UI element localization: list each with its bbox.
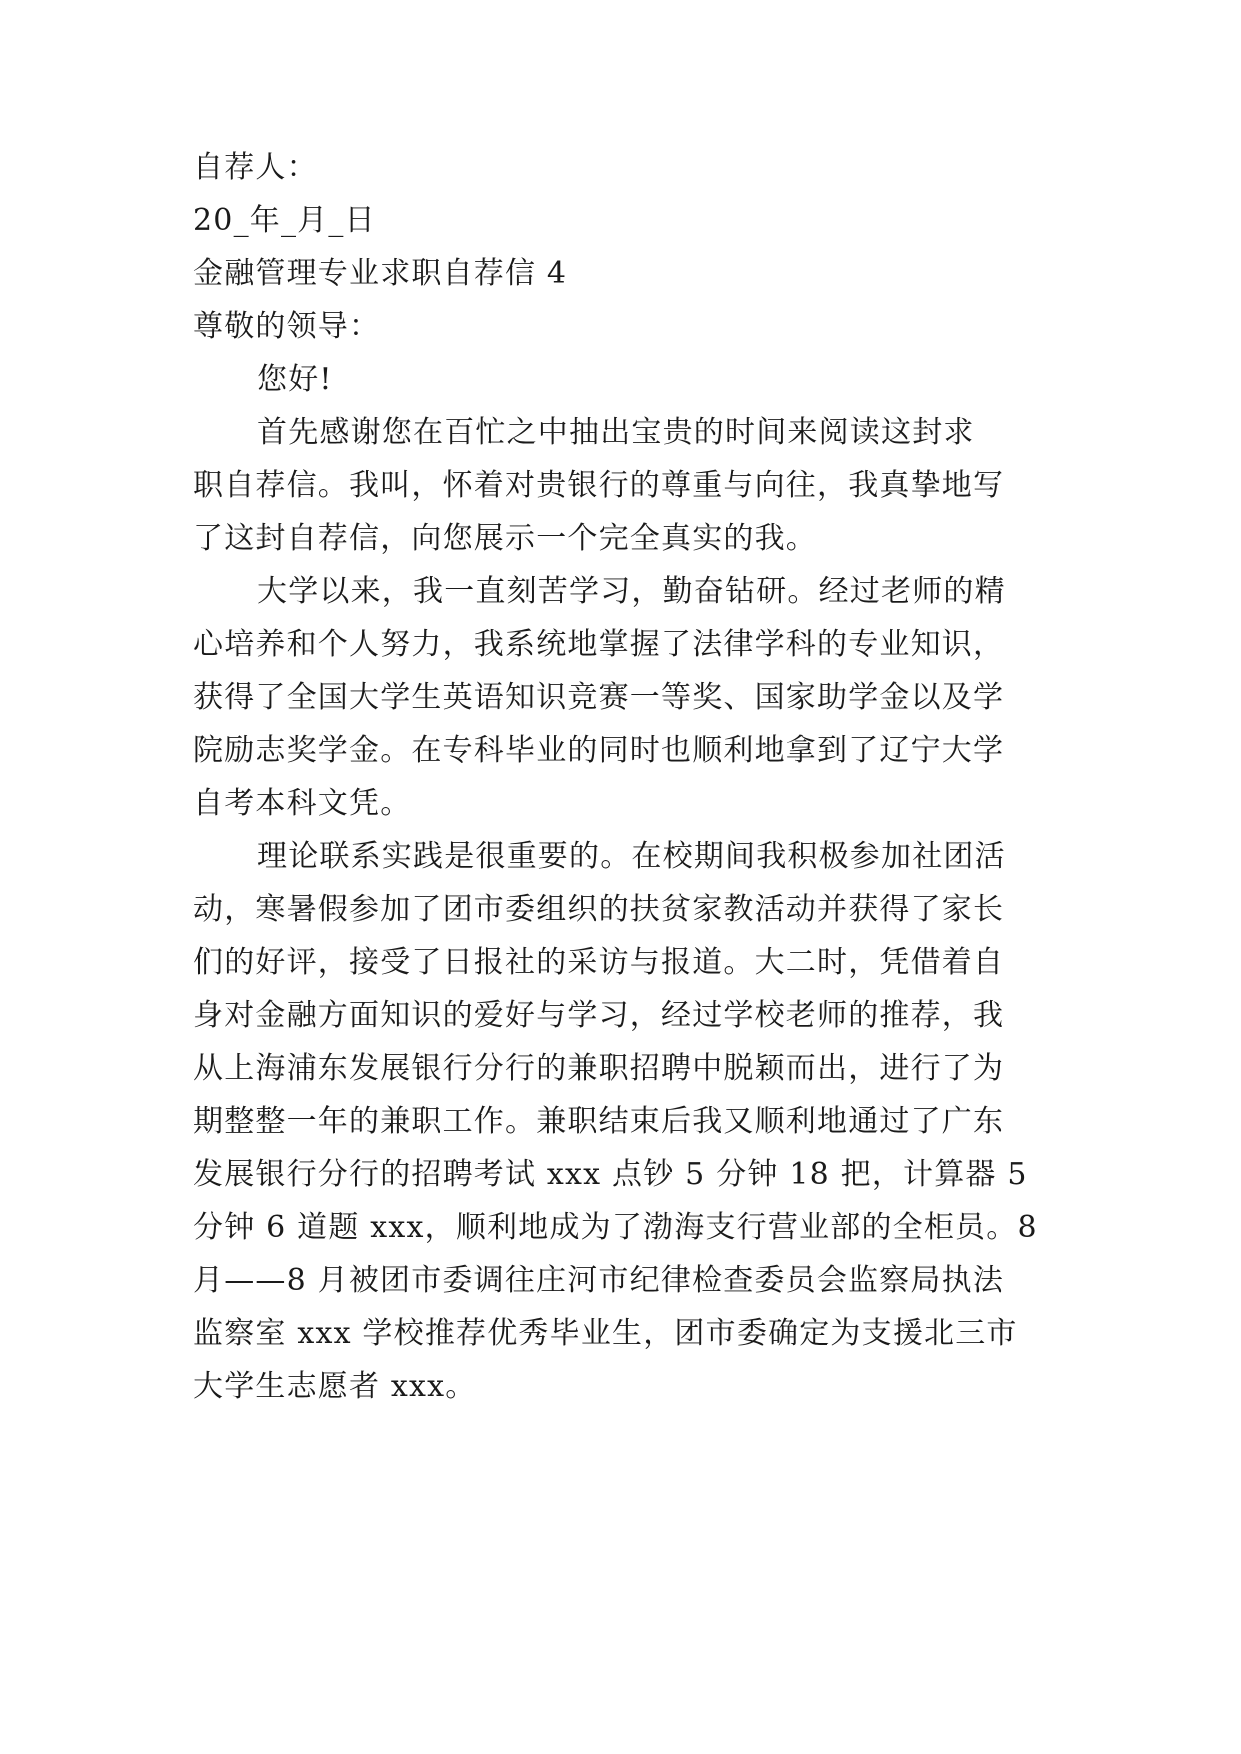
paragraph-3-line-10: 监察室 xxx 学校推荐优秀毕业生，团市委确定为支援北三市 bbox=[193, 1316, 1018, 1351]
paragraph-1-line-3: 了这封自荐信，向您展示一个完全真实的我。 bbox=[193, 521, 817, 556]
paragraph-1-line-1: 首先感谢您在百忙之中抽出宝贵的时间来阅读这封求 bbox=[257, 415, 975, 450]
greeting: 您好! bbox=[257, 362, 333, 397]
paragraph-2-line-2: 心培养和个人努力，我系统地掌握了法律学科的专业知识， bbox=[193, 627, 1005, 662]
paragraph-2-line-3: 获得了全国大学生英语知识竞赛一等奖、国家助学金以及学 bbox=[193, 680, 1005, 715]
signature-label: 自荐人： bbox=[193, 150, 318, 185]
paragraph-3-line-6: 期整整一年的兼职工作。兼职结束后我又顺利地通过了广东 bbox=[193, 1104, 1005, 1139]
paragraph-3-line-9: 月——8 月被团市委调往庄河市纪律检查委员会监察局执法 bbox=[193, 1263, 1005, 1298]
letter-title: 金融管理专业求职自荐信 4 bbox=[193, 256, 568, 291]
paragraph-3-line-4: 身对金融方面知识的爱好与学习，经过学校老师的推荐，我 bbox=[193, 998, 1005, 1033]
paragraph-3-line-5: 从上海浦东发展银行分行的兼职招聘中脱颖而出，进行了为 bbox=[193, 1051, 1005, 1086]
date-line: 20_年_月_日 bbox=[193, 203, 376, 238]
salutation: 尊敬的领导： bbox=[193, 309, 381, 344]
paragraph-1-line-2: 职自荐信。我叫，怀着对贵银行的尊重与向往，我真挚地写 bbox=[193, 468, 1005, 503]
paragraph-3-line-2: 动，寒暑假参加了团市委组织的扶贫家教活动并获得了家长 bbox=[193, 892, 1005, 927]
paragraph-3-line-1: 理论联系实践是很重要的。在校期间我积极参加社团活 bbox=[257, 839, 1006, 874]
paragraph-2-line-4: 院励志奖学金。在专科毕业的同时也顺利地拿到了辽宁大学 bbox=[193, 733, 1005, 768]
paragraph-3-line-7: 发展银行分行的招聘考试 xxx 点钞 5 分钟 18 把，计算器 5 bbox=[193, 1157, 1028, 1192]
paragraph-3-line-11: 大学生志愿者 xxx。 bbox=[193, 1369, 477, 1404]
paragraph-2-line-5: 自考本科文凭。 bbox=[193, 786, 412, 821]
paragraph-2-line-1: 大学以来，我一直刻苦学习，勤奋钻研。经过老师的精 bbox=[257, 574, 1006, 609]
paragraph-3-line-8: 分钟 6 道题 xxx，顺利地成为了渤海支行营业部的全柜员。8 bbox=[193, 1210, 1038, 1245]
paragraph-3-line-3: 们的好评，接受了日报社的采访与报道。大二时，凭借着自 bbox=[193, 945, 1005, 980]
